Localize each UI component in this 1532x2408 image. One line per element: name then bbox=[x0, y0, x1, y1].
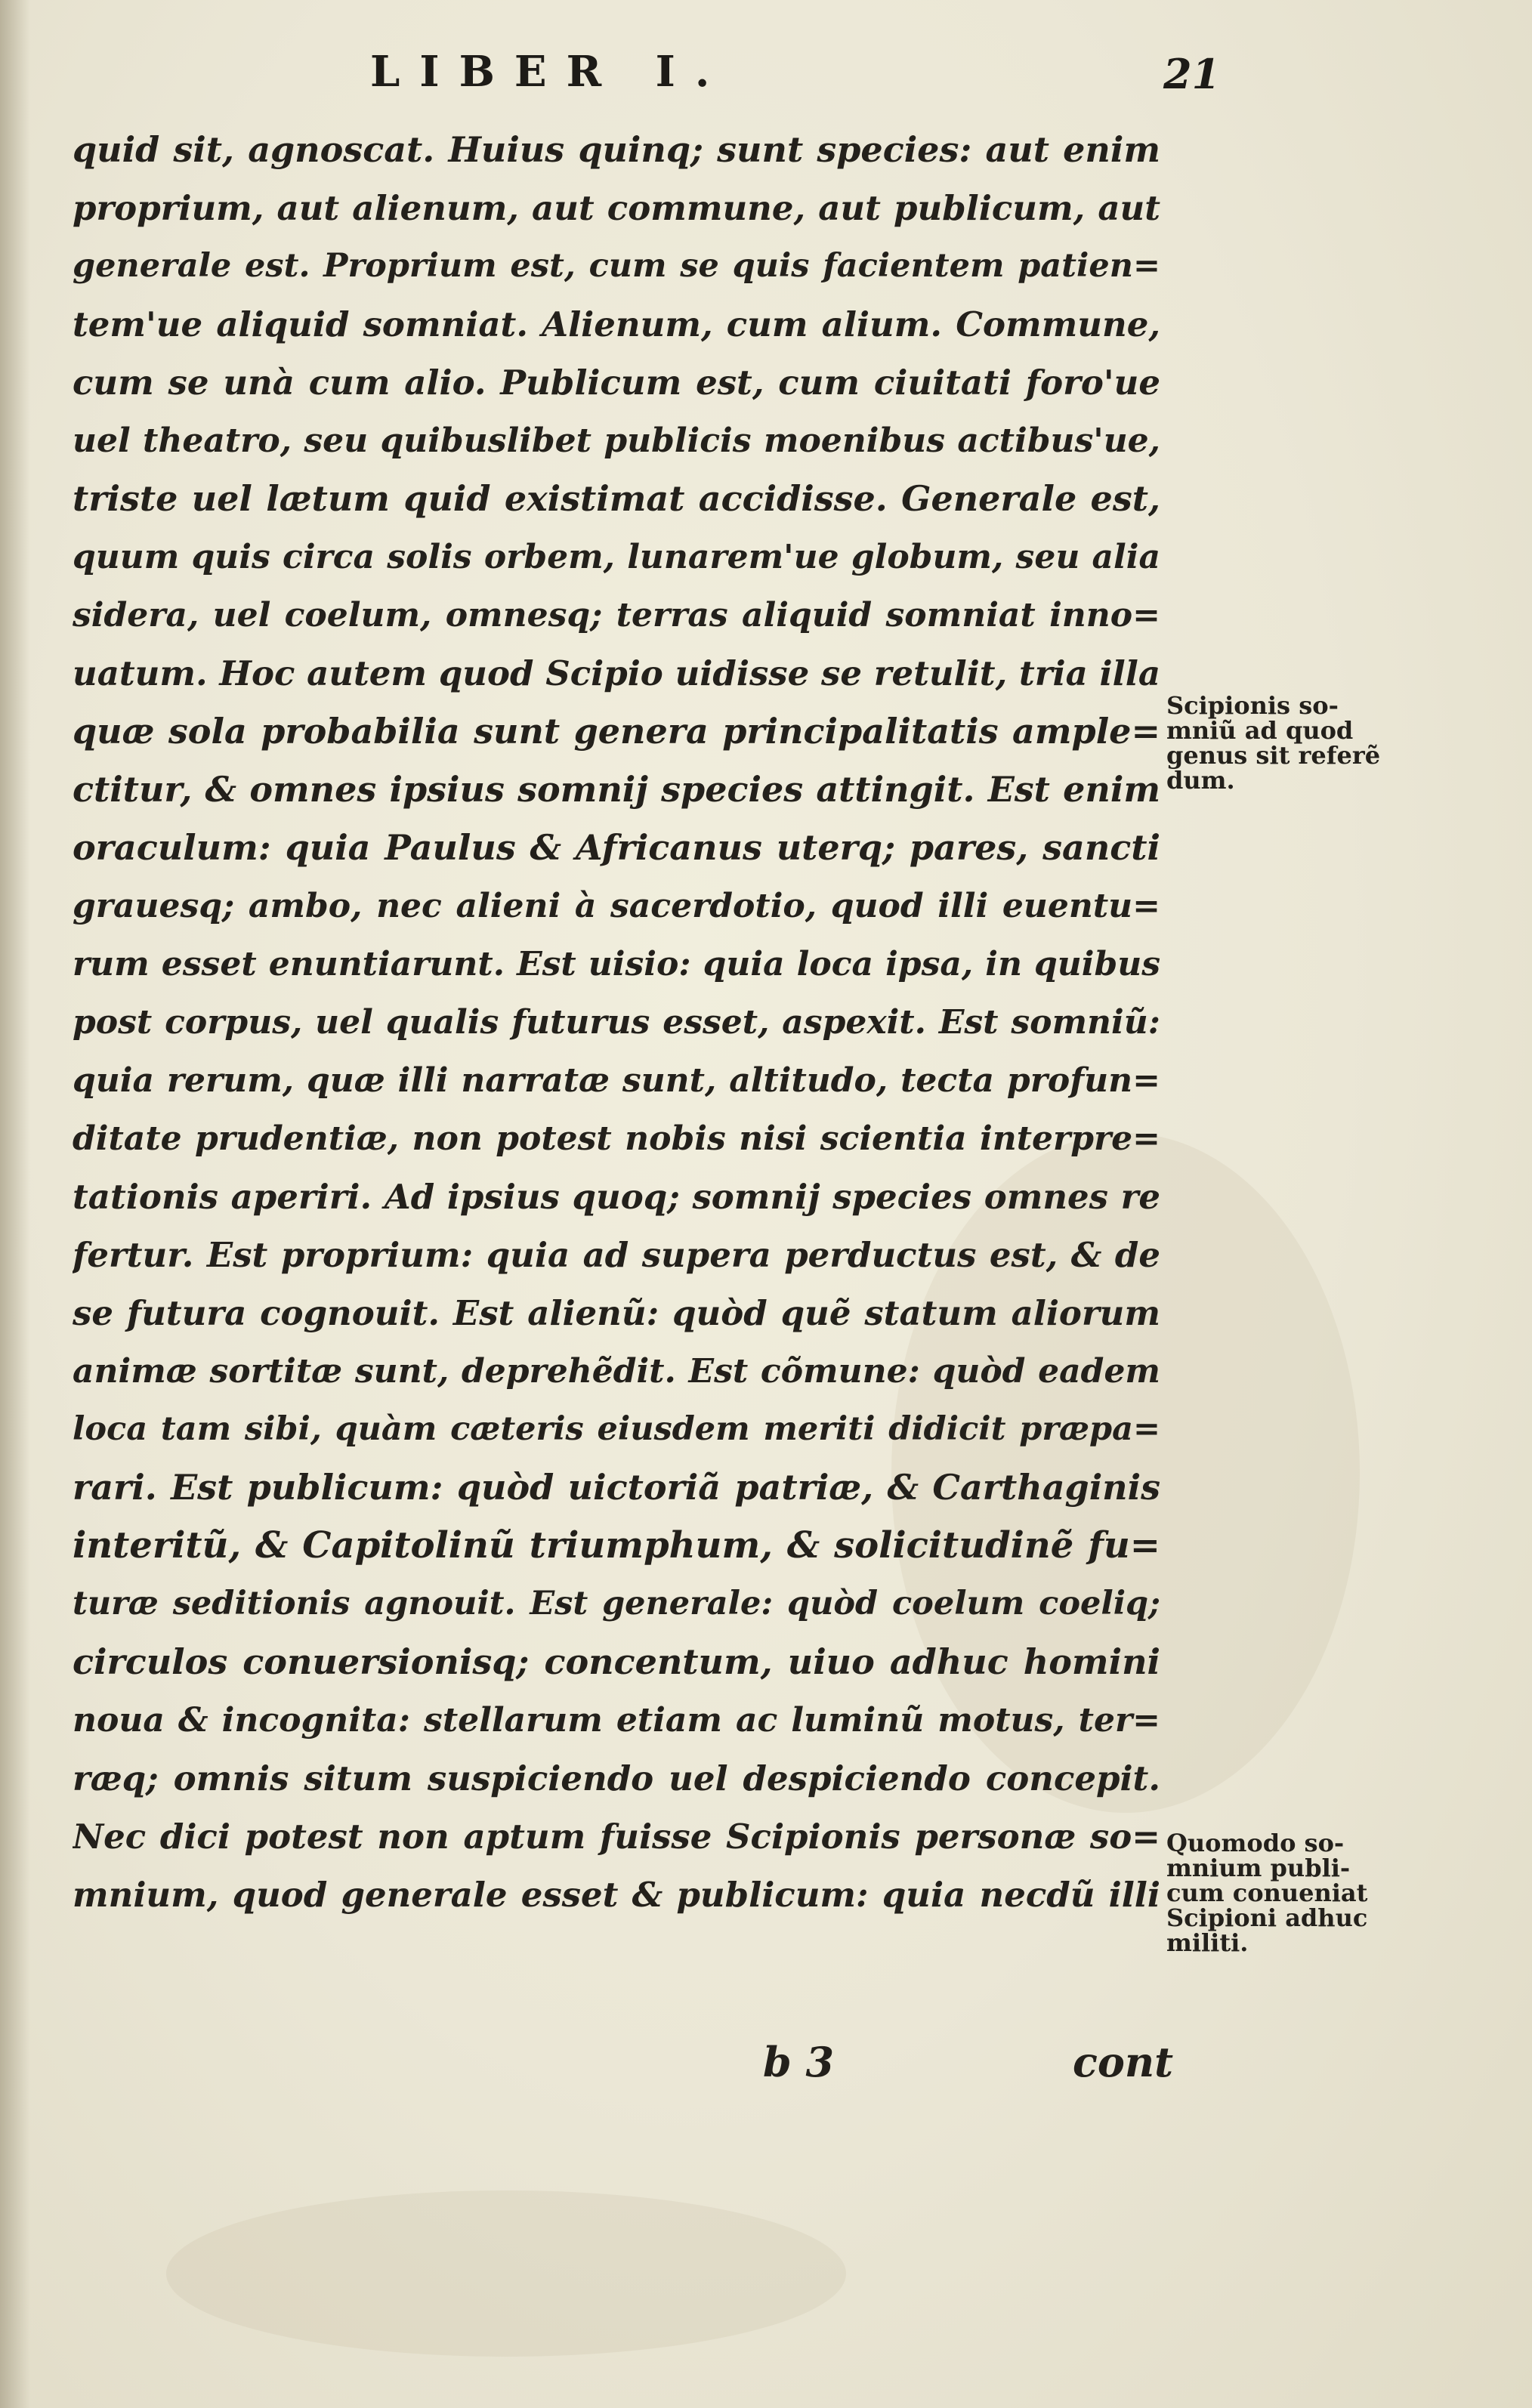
text-line: grauesq; ambo, nec alieni à sacerdotio, quod illi euentu= bbox=[73, 887, 1160, 925]
marginal-note-line: Scipioni adhuc bbox=[1166, 1903, 1368, 1932]
text-line: quia rerum, quæ illi narratæ sunt, altitudo, tecta profun= bbox=[73, 1061, 1160, 1100]
text-line: triste uel lætum quid existimat accidisse. Generale est, bbox=[73, 478, 1160, 519]
text-line: uatum. Hoc autem quod Scipio uidisse se retulit, tria illa bbox=[73, 653, 1160, 693]
text-line: tationis aperiri. Ad ipsius quoq; somnij species omnes re bbox=[73, 1177, 1160, 1217]
text-line: uel theatro, seu quibuslibet publicis moenibus actibus'ue, bbox=[73, 421, 1160, 460]
gutter-shadow bbox=[0, 0, 30, 2408]
text-line: circulos conuersionisq; concentum, uiuo adhuc homini bbox=[73, 1641, 1160, 1682]
text-line: quæ sola probabilia sunt genera principalitatis ample= bbox=[73, 711, 1160, 752]
folio-number: 21 bbox=[1163, 50, 1221, 98]
marginal-note-line: Quomodo so- bbox=[1166, 1829, 1345, 1857]
text-line: tem'ue aliquid somniat. Alienum, cum alium. Commune, bbox=[73, 304, 1160, 344]
text-line: Nec dici potest non aptum fuisse Scipionis personæ so= bbox=[73, 1817, 1160, 1857]
marginal-note bbox=[1166, 693, 1416, 793]
marginal-note-line: militi. bbox=[1166, 1928, 1249, 1957]
running-title: LIBER I. bbox=[370, 47, 730, 97]
text-line: quum quis circa solis orbem, lunarem'ue globum, seu alia bbox=[73, 538, 1160, 576]
text-line: post corpus, uel qualis futurus esset, aspexit. Est somniũ: bbox=[73, 1003, 1160, 1042]
text-line: ditate prudentiæ, non potest nobis nisi scientia interpre= bbox=[73, 1119, 1160, 1158]
marginal-note-line: Scipionis so- bbox=[1166, 691, 1339, 720]
marginal-note bbox=[1166, 1831, 1416, 1956]
text-line: ræq; omnis situm suspiciendo uel despiciendo concepit. bbox=[73, 1758, 1160, 1798]
marginal-note-line: mniũ ad quod bbox=[1166, 716, 1354, 745]
paper-stain bbox=[166, 2190, 846, 2357]
text-line: proprium, aut alienum, aut commune, aut publicum, aut bbox=[73, 188, 1160, 228]
marginal-note-line: mnium publi- bbox=[1166, 1854, 1351, 1882]
text-line: generale est. Proprium est, cum se quis facientem patien= bbox=[73, 247, 1160, 285]
text-line: animæ sortitæ sunt, deprehẽdit. Est cõmune: quòd eadem bbox=[73, 1352, 1160, 1391]
text-line: cum se unà cum alio. Publicum est, cum ciuitati foro'ue bbox=[73, 363, 1160, 403]
page-footer bbox=[73, 2038, 1174, 2091]
main-text-block bbox=[73, 121, 1160, 1924]
text-line: loca tam sibi, quàm cæteris eiusdem meriti didicit præpa= bbox=[73, 1410, 1160, 1448]
text-line: turæ seditionis agnouit. Est generale: quòd coelum coeliq; bbox=[73, 1585, 1160, 1622]
marginal-note-line: dum. bbox=[1166, 766, 1235, 795]
text-line: ctitur, & omnes ipsius somnij species attingit. Est enim bbox=[73, 769, 1160, 810]
text-line: noua & incognita: stellarum etiam ac luminũ motus, ter= bbox=[73, 1701, 1160, 1740]
marginal-note-line: cum conueniat bbox=[1166, 1879, 1368, 1907]
text-line: quid sit, agnoscat. Huius quinq; sunt species: aut enim bbox=[73, 129, 1160, 170]
signature-mark: b 3 bbox=[763, 2038, 835, 2086]
text-line: rum esset enuntiarunt. Est uisio: quia loca ipsa, in quibus bbox=[73, 945, 1160, 983]
text-line: rari. Est publicum: quòd uictoriã patriæ, & Carthaginis bbox=[73, 1467, 1160, 1508]
catchword: cont bbox=[1073, 2038, 1174, 2086]
text-line: sidera, uel coelum, omnesq; terras aliquid somniat inno= bbox=[73, 596, 1160, 634]
text-line: interitũ, & Capitolinũ triumphum, & solicitudinẽ fu= bbox=[73, 1524, 1160, 1567]
marginal-note-line: genus sit referẽ bbox=[1166, 741, 1381, 770]
text-line: se futura cognouit. Est alienũ: quòd quẽ statum aliorum bbox=[73, 1293, 1160, 1333]
text-line: fertur. Est proprium: quia ad supera perductus est, & de bbox=[73, 1235, 1160, 1275]
text-line: oraculum: quia Paulus & Africanus uterq; pares, sancti bbox=[73, 827, 1160, 868]
text-line: mnium, quod generale esset & publicum: quia necdũ illi bbox=[73, 1875, 1160, 1915]
